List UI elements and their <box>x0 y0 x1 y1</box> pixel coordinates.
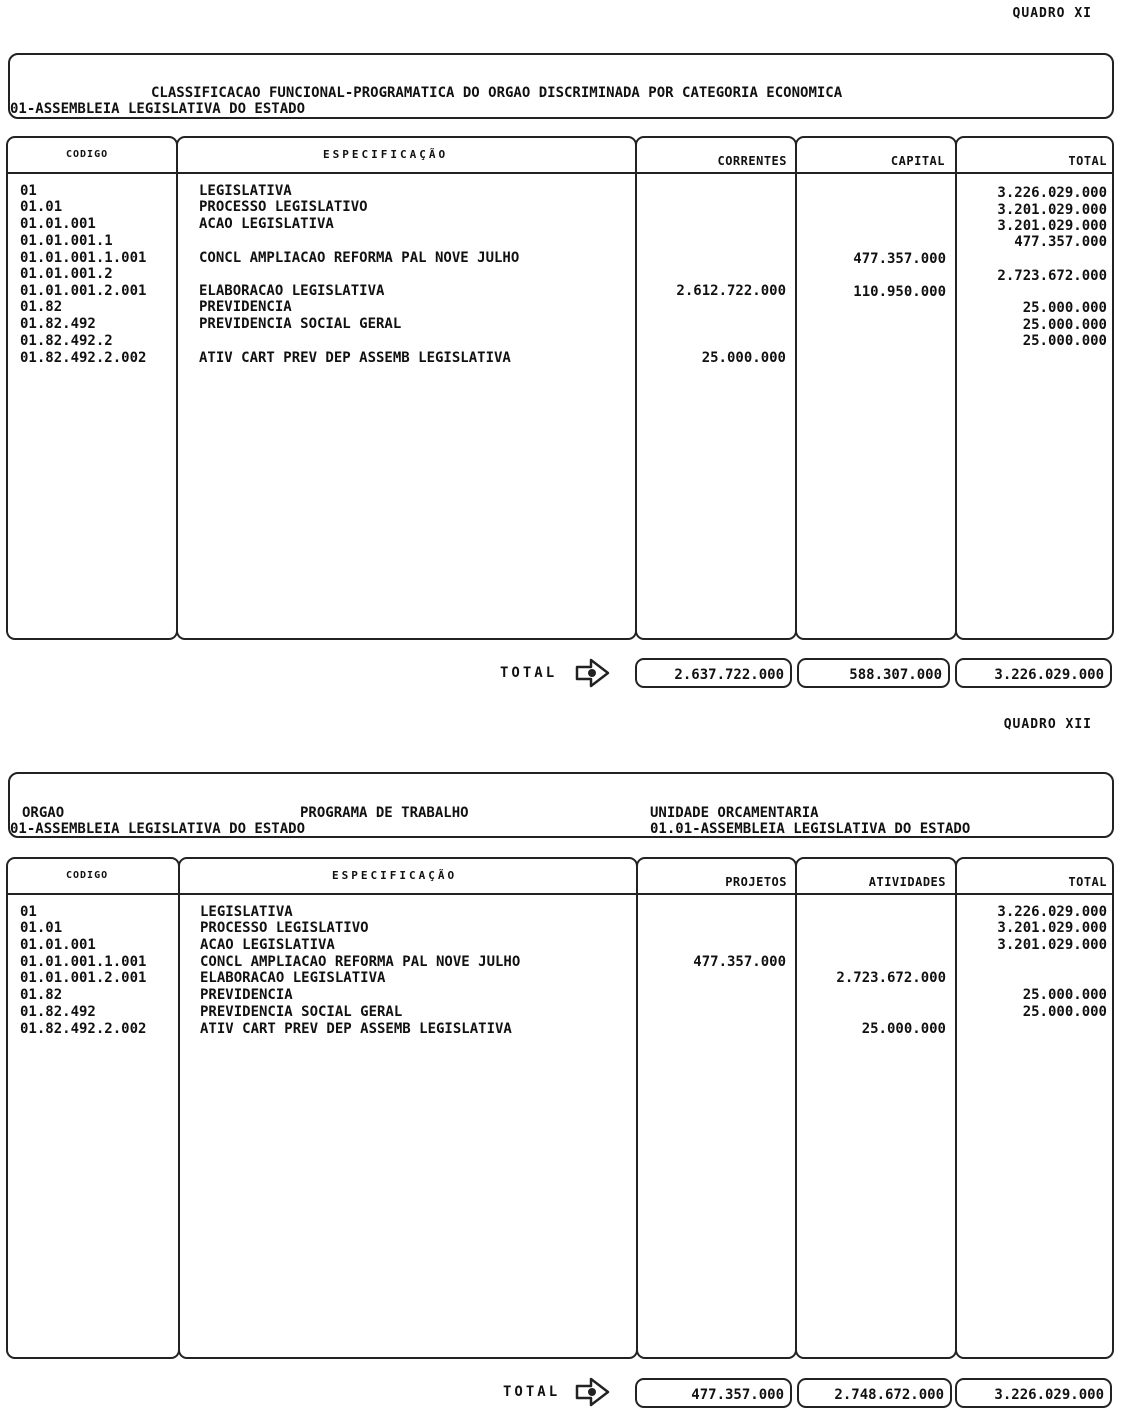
q12-spec: PROCESSO LEGISLATIVO <box>200 920 369 936</box>
q12-total-value: 3.201.029.000 <box>997 920 1107 936</box>
q11-total-correntes-value: 2.637.722.000 <box>674 667 784 683</box>
q12-code: 01.01 <box>20 920 63 936</box>
q12-total-label: TOTAL <box>503 1384 561 1400</box>
quadro-xi-label: QUADRO XI <box>1012 6 1092 21</box>
q12-unidade-value: 01.01-ASSEMBLEIA LEGISLATIVA DO ESTADO <box>650 821 971 837</box>
q12-spec: ELABORACAO LEGISLATIVA <box>200 970 386 986</box>
q12-spec: PREVIDENCIA SOCIAL GERAL <box>200 1004 403 1020</box>
q11-code: 01 <box>20 183 37 199</box>
q12-total-atividades <box>797 1378 952 1408</box>
q11-codigo-column <box>6 136 178 640</box>
arrow-right-icon <box>575 1377 611 1407</box>
quadro-xi-header <box>8 53 1114 119</box>
quadro-xii-header <box>8 772 1114 838</box>
q11-capital-column <box>795 136 957 640</box>
q12-total-projetos <box>635 1378 792 1408</box>
q12-projetos-value: 477.357.000 <box>693 954 786 970</box>
q11-code: 01.01.001 <box>20 216 96 232</box>
q12-code: 01 <box>20 904 37 920</box>
q11-correntes-header: CORRENTES <box>717 154 787 168</box>
q12-programa-label: PROGRAMA DE TRABALHO <box>300 805 469 821</box>
quadro-xi-orgao: 01-ASSEMBLEIA LEGISLATIVA DO ESTADO <box>10 101 306 117</box>
q11-spec: ELABORACAO LEGISLATIVA <box>199 283 385 299</box>
q12-orgao-label: ORGAO <box>22 805 65 821</box>
q11-code: 01.01.001.1.001 <box>20 250 147 266</box>
q12-total-value: 3.201.029.000 <box>997 937 1107 953</box>
q12-code: 01.82.492.2.002 <box>20 1021 147 1037</box>
quadro-xii-label: QUADRO XII <box>1003 717 1092 732</box>
q11-code: 01.01.001.1 <box>20 233 113 249</box>
q11-total-header: TOTAL <box>1068 154 1107 168</box>
q11-spec: PREVIDENCIA SOCIAL GERAL <box>199 316 402 332</box>
q12-spec: ACAO LEGISLATIVA <box>200 937 335 953</box>
q12-total-value: 3.226.029.000 <box>997 904 1107 920</box>
q12-spec: LEGISLATIVA <box>200 904 293 920</box>
q12-total-atividades-value: 2.748.672.000 <box>834 1387 944 1403</box>
q12-spec: PREVIDENCIA <box>200 987 293 1003</box>
q12-total-total <box>955 1378 1112 1408</box>
q12-spec: CONCL AMPLIACAO REFORMA PAL NOVE JULHO <box>200 954 521 970</box>
q12-spec: ATIV CART PREV DEP ASSEMB LEGISLATIVA <box>200 1021 512 1037</box>
q11-total-column <box>955 136 1114 640</box>
arrow-right-icon <box>575 658 611 688</box>
q12-unidade-label: UNIDADE ORCAMENTARIA <box>650 805 819 821</box>
q11-capital-value: 110.950.000 <box>853 284 946 300</box>
q11-total-value: 3.201.029.000 <box>997 218 1107 234</box>
q11-total-value: 3.226.029.000 <box>997 185 1107 201</box>
q12-total-header: TOTAL <box>1068 875 1107 889</box>
q12-orgao-value: 01-ASSEMBLEIA LEGISLATIVA DO ESTADO <box>10 821 306 837</box>
q11-code: 01.01.001.2.001 <box>20 283 147 299</box>
q11-total-capital <box>797 658 950 688</box>
q12-atividades-value: 25.000.000 <box>861 1021 946 1037</box>
q12-total-column <box>955 857 1114 1359</box>
q11-correntes-column <box>635 136 797 640</box>
q11-total-label: TOTAL <box>500 665 558 681</box>
q12-code: 01.82 <box>20 987 63 1003</box>
q11-spec: PROCESSO LEGISLATIVO <box>199 199 368 215</box>
q12-atividades-header: ATIVIDADES <box>868 875 946 889</box>
q11-correntes-value: 25.000.000 <box>701 350 786 366</box>
q12-codigo-header: CODIGO <box>66 870 109 881</box>
q11-codigo-header: CODIGO <box>66 149 109 160</box>
q11-code: 01.01 <box>20 199 63 215</box>
q12-code: 01.01.001.2.001 <box>20 970 147 986</box>
q12-total-projetos-value: 477.357.000 <box>691 1387 784 1403</box>
q11-especificacao-column <box>176 136 637 640</box>
q11-spec: CONCL AMPLIACAO REFORMA PAL NOVE JULHO <box>199 250 520 266</box>
q12-projetos-header: PROJETOS <box>725 875 787 889</box>
q11-total-value: 25.000.000 <box>1022 333 1107 349</box>
q11-code: 01.82.492 <box>20 316 96 332</box>
q11-total-correntes <box>635 658 792 688</box>
q11-espec-header: ESPECIFICAÇÃO <box>323 148 449 161</box>
q11-spec: ACAO LEGISLATIVA <box>199 216 334 232</box>
q11-code: 01.82 <box>20 299 63 315</box>
q11-spec: ATIV CART PREV DEP ASSEMB LEGISLATIVA <box>199 350 511 366</box>
q12-especificacao-column <box>178 857 638 1359</box>
q11-total-value: 2.723.672.000 <box>997 268 1107 284</box>
q11-spec: LEGISLATIVA <box>199 183 292 199</box>
q11-correntes-value: 2.612.722.000 <box>676 283 786 299</box>
q11-total-value: 3.201.029.000 <box>997 202 1107 218</box>
q12-projetos-column <box>636 857 797 1359</box>
q11-code: 01.82.492.2.002 <box>20 350 147 366</box>
q12-total-value: 25.000.000 <box>1022 987 1107 1003</box>
q11-capital-value: 477.357.000 <box>853 251 946 267</box>
q11-code: 01.01.001.2 <box>20 266 113 282</box>
q11-total-value: 25.000.000 <box>1022 317 1107 333</box>
q12-espec-header: ESPECIFICAÇÃO <box>332 869 458 882</box>
q11-total-value: 477.357.000 <box>1014 234 1107 250</box>
q12-total-value: 25.000.000 <box>1022 1004 1107 1020</box>
q12-code: 01.01.001.1.001 <box>20 954 147 970</box>
q11-spec: PREVIDENCIA <box>199 299 292 315</box>
q12-atividades-value: 2.723.672.000 <box>836 970 946 986</box>
q11-total-total <box>955 658 1112 688</box>
q11-capital-header: CAPITAL <box>890 154 945 168</box>
q11-total-total-value: 3.226.029.000 <box>994 667 1104 683</box>
q12-codigo-column <box>6 857 180 1359</box>
q11-code: 01.82.492.2 <box>20 333 113 349</box>
q12-code: 01.82.492 <box>20 1004 96 1020</box>
q12-code: 01.01.001 <box>20 937 96 953</box>
q11-total-value: 25.000.000 <box>1022 300 1107 316</box>
q11-total-capital-value: 588.307.000 <box>849 667 942 683</box>
q12-atividades-column <box>795 857 957 1359</box>
q12-total-total-value: 3.226.029.000 <box>994 1387 1104 1403</box>
quadro-xi-title: CLASSIFICACAO FUNCIONAL-PROGRAMATICA DO ORGAO DISCRIMINADA POR CATEGORIA ECONOMICA <box>151 85 843 101</box>
